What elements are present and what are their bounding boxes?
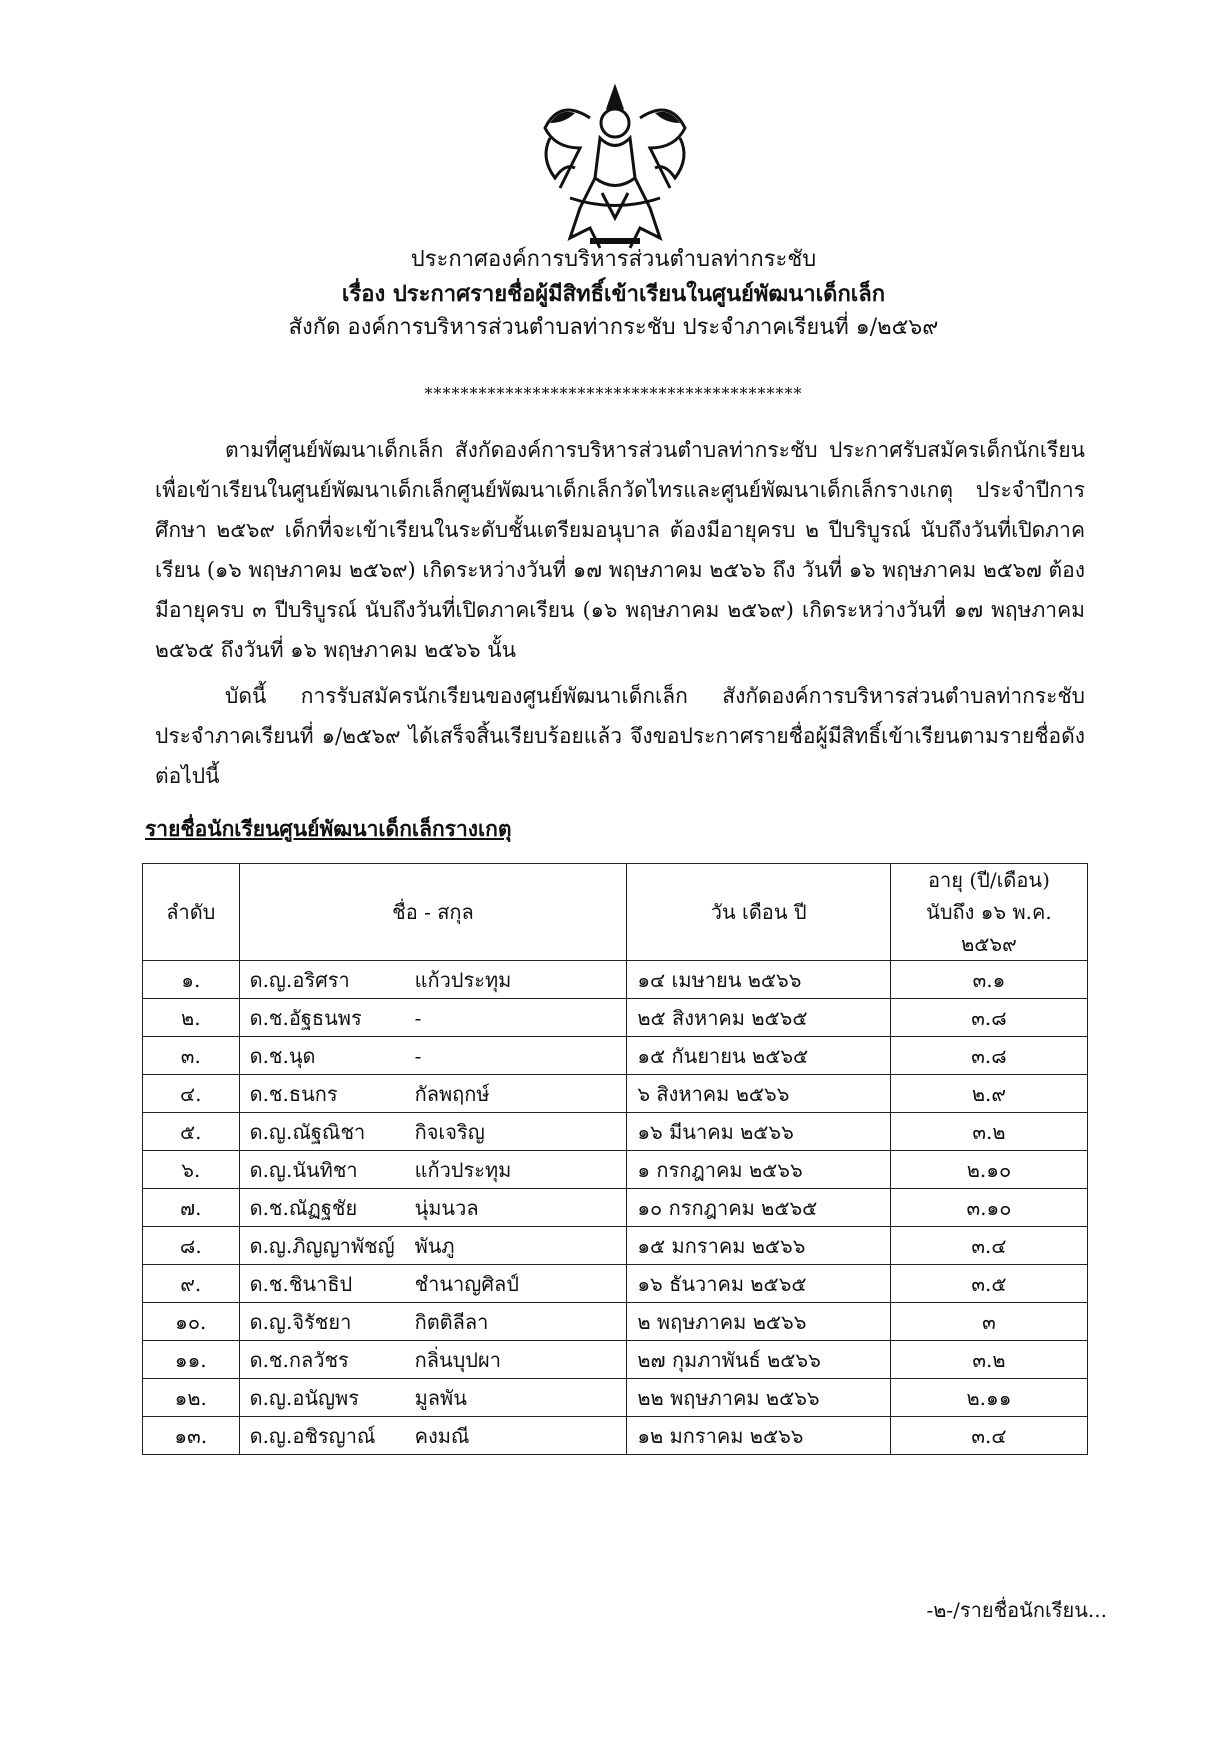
announcement-subject <box>0 277 1227 312</box>
row-last-name: กลิ่นบุปผา <box>414 1347 501 1372</box>
row-first-name: ด.ญ.ภิญญาพัชญ์ <box>249 1233 395 1258</box>
row-first-name: ด.ญ.ณัฐณิชา <box>249 1119 366 1144</box>
row-name <box>239 961 627 999</box>
table-row <box>143 1227 1088 1265</box>
row-birthdate: ๑๔ เมษายน ๒๕๖๖ <box>627 961 891 999</box>
row-last-name: นุ่มนวล <box>414 1195 479 1220</box>
header-name: ชื่อ - สกุล <box>239 864 627 961</box>
subject-text: เรื่อง ประกาศรายชื่อผู้มีสิทธิ์เข้าเรียนในศูนย์พัฒนาเด็กเล็ก <box>341 281 886 307</box>
row-no: ๔. <box>143 1075 240 1113</box>
row-no: ๒. <box>143 999 240 1037</box>
row-last-name: กิจเจริญ <box>414 1119 485 1144</box>
row-birthdate: ๒๕ สิงหาคม ๒๕๖๕ <box>627 999 891 1037</box>
header-age-line2: นับถึง ๑๖ พ.ค. ๒๕๖๙ <box>926 900 1052 956</box>
row-first-name: ด.ญ.อชิรญาณ์ <box>249 1423 376 1448</box>
row-name <box>239 1113 627 1151</box>
table-row <box>143 1075 1088 1113</box>
row-no: ๑๑. <box>143 1341 240 1379</box>
row-age: ๓.๒ <box>890 1341 1087 1379</box>
row-last-name: กัลพฤกษ์ <box>414 1081 490 1106</box>
row-no: ๑๓. <box>143 1417 240 1455</box>
row-age: ๓.๔ <box>890 1227 1087 1265</box>
row-no: ๘. <box>143 1227 240 1265</box>
row-first-name: ด.ญ.อนัญพร <box>249 1385 359 1410</box>
row-last-name: - <box>414 1043 422 1068</box>
row-birthdate: ๑๐ กรกฎาคม ๒๕๖๕ <box>627 1189 891 1227</box>
row-last-name: แก้วประทุม <box>414 1157 512 1182</box>
continued-footer: -๒-/รายชื่อนักเรียน... <box>926 1598 1107 1622</box>
table-row <box>143 1417 1088 1455</box>
row-birthdate: ๑๒ มกราคม ๒๕๖๖ <box>627 1417 891 1455</box>
row-age: ๒.๙ <box>890 1075 1087 1113</box>
row-age: ๓.๘ <box>890 999 1087 1037</box>
table-row <box>143 1265 1088 1303</box>
row-age: ๒.๑๑ <box>890 1379 1087 1417</box>
row-name <box>239 1189 627 1227</box>
separator-stars: ****************************************** <box>424 384 803 403</box>
row-last-name: ชำนาญศิลป์ <box>414 1271 519 1296</box>
row-age: ๓.๔ <box>890 1417 1087 1455</box>
row-age: ๓ <box>890 1303 1087 1341</box>
announcement-affiliation: สังกัด องค์การบริหารส่วนตำบลท่ากระชับ ประจำภาคเรียนที่ ๑/๒๕๖๙ <box>288 315 939 340</box>
table-row <box>143 1113 1088 1151</box>
row-birthdate: ๑๕ กันยายน ๒๕๖๕ <box>627 1037 891 1075</box>
row-birthdate: ๒๒ พฤษภาคม ๒๕๖๖ <box>627 1379 891 1417</box>
table-row <box>143 999 1088 1037</box>
row-first-name: ด.ช.ธนกร <box>249 1081 338 1106</box>
row-first-name: ด.ช.นุด <box>249 1043 316 1068</box>
row-last-name: มูลพัน <box>414 1385 467 1410</box>
row-no: ๙. <box>143 1265 240 1303</box>
row-no: ๖. <box>143 1151 240 1189</box>
row-last-name: กิตติลีลา <box>414 1309 489 1334</box>
row-age: ๓.๒ <box>890 1113 1087 1151</box>
row-name <box>239 1341 627 1379</box>
row-first-name: ด.ญ.อริศรา <box>249 967 350 992</box>
row-first-name: ด.ช.กลวัชร <box>249 1347 349 1372</box>
table-row <box>143 1037 1088 1075</box>
row-first-name: ด.ญ.จิรัชยา <box>249 1309 352 1334</box>
row-last-name: - <box>414 1005 422 1030</box>
row-age: ๓.๘ <box>890 1037 1087 1075</box>
row-no: ๓. <box>143 1037 240 1075</box>
paragraph-intro: ตามที่ศูนย์พัฒนาเด็กเล็ก สังกัดองค์การบริหารส่วนตำบลท่ากระชับ ประกาศรับสมัครเด็กนักเรียน เพื่อเข้าเรียนในศูนย์พัฒนาเด็กเล็กศูนย์พัฒนาเด็กเล็กวัดไทรและศูนย์พัฒนาเด็กเล็กรางเกตุ ประจำปีการศึกษา ๒๕๖๙ เด็กที่จะเข้าเรียนในระดับชั้นเตรียมอนุบาล ต้องมีอายุครบ ๒ ปีบริบูรณ์ นับถึงวันที่เปิดภาคเรียน (๑๖ พฤษภาคม ๒๕๖๙) เกิดระหว่างวันที่ ๑๗ พฤษภาคม ๒๕๖๖ ถึง วันที่ ๑๖ พฤษภาคม ๒๕๖๗ ต้องมีอายุครบ ๓ ปีบริบูรณ์ นับถึงวันที่เปิดภาคเรียน (๑๖ พฤษภาคม ๒๕๖๙) เกิดระหว่างวันที่ ๑๗ พฤษภาคม ๒๕๖๕ ถึงวันที่ ๑๖ พฤษภาคม ๒๕๖๖ นั้น <box>155 438 1085 662</box>
row-first-name: ด.ช.ชินาธิป <box>249 1271 353 1296</box>
row-name <box>239 1037 627 1075</box>
paragraph-result: บัดนี้ การรับสมัครนักเรียนของศูนย์พัฒนาเด็กเล็ก สังกัดองค์การบริหารส่วนตำบลท่ากระชับ ประจำภาคเรียนที่ ๑/๒๕๖๙ ได้เสร็จสิ้นเรียบร้อยแล้ว จึงขอประกาศรายชื่อผู้มีสิทธิ์เข้าเรียนตามรายชื่อดังต่อไปนี้ <box>155 684 1085 788</box>
row-name <box>239 1227 627 1265</box>
row-birthdate: ๑๖ ธันวาคม ๒๕๖๕ <box>627 1265 891 1303</box>
header-age-line1: อายุ (ปี/เดือน) <box>928 868 1050 892</box>
row-name <box>239 1151 627 1189</box>
row-birthdate: ๑๖ มีนาคม ๒๕๖๖ <box>627 1113 891 1151</box>
table-row <box>143 1151 1088 1189</box>
header-no: ลำดับ <box>143 864 240 961</box>
row-first-name: ด.ช.ณัฏฐชัย <box>249 1195 358 1220</box>
row-birthdate: ๖ สิงหาคม ๒๕๖๖ <box>627 1075 891 1113</box>
row-birthdate: ๒ พฤษภาคม ๒๕๖๖ <box>627 1303 891 1341</box>
row-name <box>239 999 627 1037</box>
row-last-name: พันภู <box>414 1233 455 1258</box>
row-no: ๑. <box>143 961 240 999</box>
row-age: ๓.๕ <box>890 1265 1087 1303</box>
header-age <box>890 864 1087 961</box>
row-birthdate: ๑๕ มกราคม ๒๕๖๖ <box>627 1227 891 1265</box>
row-no: ๗. <box>143 1189 240 1227</box>
row-name <box>239 1265 627 1303</box>
row-name <box>239 1417 627 1455</box>
header-date: วัน เดือน ปี <box>627 864 891 961</box>
row-birthdate: ๒๗ กุมภาพันธ์ ๒๕๖๖ <box>627 1341 891 1379</box>
table-row <box>143 1189 1088 1227</box>
table-row <box>143 1379 1088 1417</box>
row-no: ๕. <box>143 1113 240 1151</box>
row-first-name: ด.ช.อัฐธนพร <box>249 1005 362 1030</box>
table-row <box>143 961 1088 999</box>
student-list-title: รายชื่อนักเรียนศูนย์พัฒนาเด็กเล็กรางเกตุ <box>145 816 512 841</box>
row-first-name: ด.ญ.นันทิชา <box>249 1157 358 1182</box>
table-header-row <box>143 864 1088 961</box>
row-name <box>239 1303 627 1341</box>
table-row <box>143 1303 1088 1341</box>
row-name <box>239 1075 627 1113</box>
row-last-name: คงมณี <box>414 1423 470 1448</box>
row-no: ๑๒. <box>143 1379 240 1417</box>
student-table <box>142 863 1088 1455</box>
row-last-name: แก้วประทุม <box>414 967 512 992</box>
row-name <box>239 1379 627 1417</box>
row-no: ๑๐. <box>143 1303 240 1341</box>
row-age: ๒.๑๐ <box>890 1151 1087 1189</box>
row-birthdate: ๑ กรกฎาคม ๒๕๖๖ <box>627 1151 891 1189</box>
row-age: ๓.๑ <box>890 961 1087 999</box>
announcement-title: ประกาศองค์การบริหารส่วนตำบลท่ากระชับ <box>410 247 817 272</box>
garuda-emblem-icon <box>530 78 700 258</box>
row-age: ๓.๑๐ <box>890 1189 1087 1227</box>
table-row <box>143 1341 1088 1379</box>
